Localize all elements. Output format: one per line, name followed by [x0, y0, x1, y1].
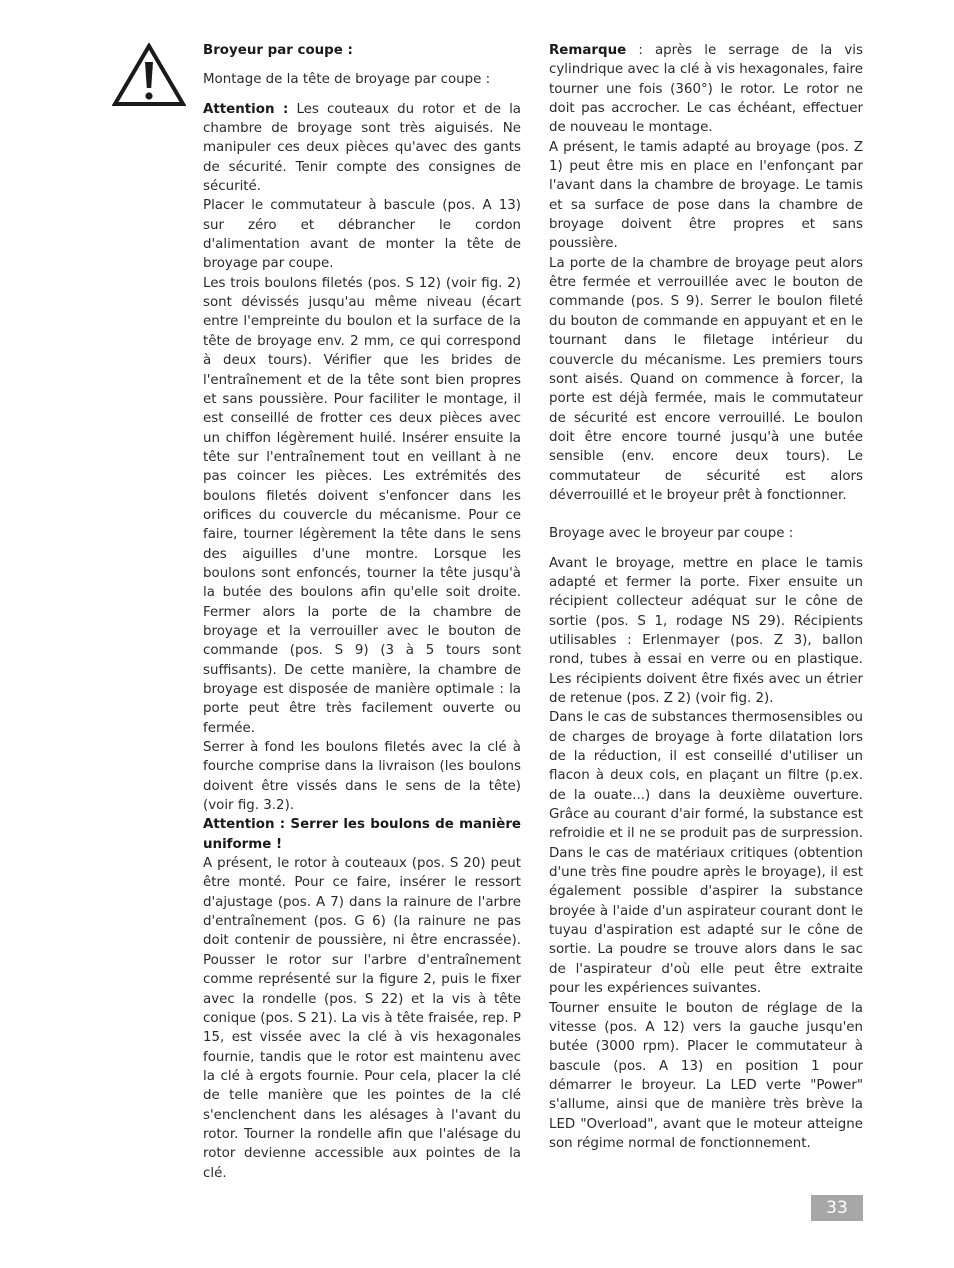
section-heading: Broyage avec le broyeur par coupe : [549, 526, 794, 542]
section-subheading: Montage de la tête de broyage par coupe : [203, 72, 491, 88]
attention-note: Attention : Serrer les boulons de manière uniforme ! [203, 817, 521, 852]
paragraph: A présent, le rotor à couteaux (pos. S 20) peut être monté. Pour ce faire, insérer le ressort d'ajustage (pos. A 7) dans la rainure de l'arbre d'entraînement (pos. G 6) (la rainure ne pas doit contenir de poussière, ni être encrassée). Pousser le rotor sur l'arbre d'entraînement comme représenté sur la figure 2, puis le fixer avec la rondelle (pos. S 22) et la vis à tête conique (pos. S 21). La vis à tête fraisée, rep. P 15, est vissée avec la clé à vis hexagonales fournie, tandis que le rotor est maintenu avec la clé à ergots fournie. Pour cela, placer la clé de telle manière que les pointes de la clé s'enclenchent dans les alésages à l'avant du rotor. Tourner la rondelle afin que l'alésage du rotor devienne accessible aux pointes de la clé. [203, 856, 521, 1181]
page-number: 33 [811, 1195, 863, 1221]
remark-paragraph [549, 41, 863, 138]
paragraph: Avant le broyage, mettre en place le tamis adapté et fermer la porte. Fixer ensuite un récipient collecteur adéquat sur le cône de sortie (pos. S 1, rodage NS 29). Récipients utilisables : Erlenmayer (pos. Z 3), ballon rond, tubes à essai en verre ou en plastique. Les récipients doivent être fixés avec un étrier de retenue (pos. Z 2) (voir fig. 2). [549, 555, 863, 706]
paragraph: Les trois boulons filetés (pos. S 12) (voir fig. 2) sont dévissés jusqu'au même niveau (écart entre l'empreinte du boulon et la surface de la tête de broyage env. 2 mm, ce qui correspond à deux tours). Vérifier que les brides de l'entraînement et de la tête sont bien propres et sans poussière. Pour faciliter le montage, il est conseillé de frotter ces deux pièces avec un chiffon légèrement huilé. Insérer ensuite la tête sur l'entraînement tout en veillant à ne pas coincer les pièces. Les extrémités des boulons filetés doivent s'enfoncer dans les orifices du couvercle du mécanisme. Pour ce faire, tourner légèrement la tête dans le sens des aiguilles d'une montre. Lorsque les boulons sont enfoncés, tourner la tête jusqu'à la butée des boulons afin qu'elle soit droite. Fermer alors la porte de la chambre de broyage et la verrouiller avec le bouton de commande (pos. S 9) (3 à 5 tours sont suffisants). De cette manière, la chambre de broyage est disposée de manière optimale : la porte peut être très facilement ouverte ou fermée. [203, 275, 521, 736]
paragraph: Tourner ensuite le bouton de réglage de la vitesse (pos. A 12) vers la gauche jusqu'en butée (3000 rpm). Placer le commutateur à bascule (pos. A 13) en position 1 pour démarrer le broyeur. La LED verte "Power" s'allume, ainsi que de manière très brève la LED "Overload", avant que le moteur atteigne son régime normal de fonctionnement. [549, 1000, 863, 1151]
remark-text: : après le serrage de la vis cylindrique avec la clé à vis hexagonales, faire tourner une fois (360°) le rotor. Le rotor ne doit pas accrocher. Le cas échéant, effectuer de nouveau le montage. [549, 43, 863, 136]
paragraph: A présent, le tamis adapté au broyage (pos. Z 1) peut être mis en place en l'enfonçant par l'avant dans la chambre de broyage. Le tamis et sa surface de pose dans la chambre de broyage doivent être propres et sans poussière. [549, 139, 863, 252]
warning-triangle-icon [112, 43, 186, 107]
paragraph: Dans le cas de substances thermosensibles ou de charges de broyage à forte dilatation lors de la réduction, il est conseillé d'utiliser un flacon à deux cols, en plaçant un filtre (p.ex. de la ouate...) dans la deuxième ouverture. Grâce au courant d'air formé, la substance est refroidie et il ne se produit pas de surpression. Dans le cas de matériaux critiques (obtention d'une très fine poudre après le broyage), il est également possible d'aspirer la substance broyée à l'aide d'un aspirateur courant dont le tuyau d'aspiration est adapté sur le cône de sortie. La poudre se trouve alors dans le sac de l'aspirateur d'où elle peut être extraite pour les expériences suivantes. [549, 710, 863, 997]
right-column [549, 41, 863, 1153]
left-column [203, 41, 521, 1183]
attention-paragraph [203, 100, 521, 197]
section-heading: Broyeur par coupe : [203, 43, 353, 58]
paragraph: La porte de la chambre de broyage peut alors être fermée et verrouillée avec le bouton de commande (pos. S 9). Serrer le boulon fileté du bouton de commande en appuyant et en le tournant dans le filetage intérieur du couvercle du mécanisme. Les premiers tours sont aisés. Quand on commence à forcer, la porte est déjà fermée, mais le commutateur de sécurité est encore verrouillé. Le boulon doit être encore tourné jusqu'à une butée sensible (env. encore deux tours). Le commutateur de sécurité est alors déverrouillé et le broyeur prêt à fonctionner. [549, 255, 863, 503]
paragraph: Serrer à fond les boulons filetés avec la clé à fourche comprise dans la livraison (les boulons doivent être vissés dans le sens de la tête) (voir fig. 3.2). [203, 740, 521, 814]
paragraph: Placer le commutateur à bascule (pos. A 13) sur zéro et débrancher le cordon d'alimentation avant de monter la tête de broyage par coupe. [203, 198, 521, 272]
remark-label: Remarque [549, 43, 627, 58]
attention-text: Les couteaux du rotor et de la chambre de broyage sont très aiguisés. Ne manipuler ces deux pièces qu'avec des gants de sécurité. Tenir compte des consignes de sécurité. [203, 101, 521, 195]
attention-label: Attention : [203, 101, 289, 117]
